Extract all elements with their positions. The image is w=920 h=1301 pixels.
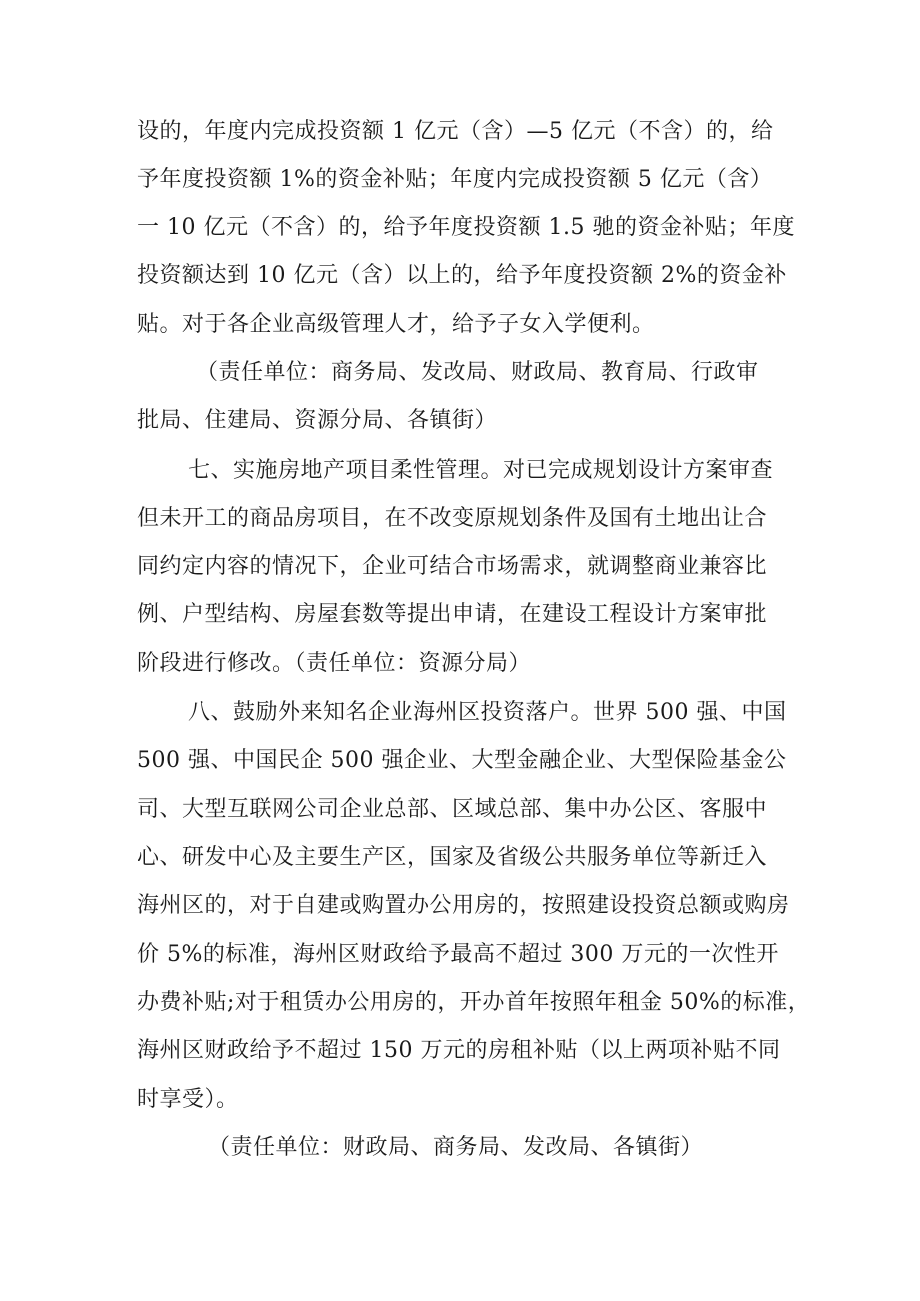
paragraph-line: 时享受）。: [137, 1087, 239, 1112]
paragraph-line: 同约定内容的情况下，企业可结合市场需求，就调整商业兼容比: [137, 554, 768, 579]
paragraph-line: 海州区财政给予不超过 150 万元的房租补贴（以上两项补贴不同: [137, 1038, 781, 1063]
paragraph-line: 予年度投资额 1%的资金补贴；年度内完成投资额 5 亿元（含）: [137, 167, 773, 192]
paragraph-line: 海州区的，对于自建或购置办公用房的，按照建设投资总额或购房: [137, 893, 790, 918]
paragraph-line: 价 5%的标准，海州区财政给予最高不超过 300 万元的一次性开: [137, 942, 779, 967]
paragraph-line: 设的，年度内完成投资额 1 亿元（含）—5 亿元（不含）的，给: [137, 119, 774, 144]
paragraph-line: 投资额达到 10 亿元（含）以上的，给予年度投资额 2%的资金补: [137, 263, 787, 288]
responsibility-line: 批局、住建局、资源分局、各镇街）: [137, 408, 498, 433]
responsibility-line: （责任单位：财政局、商务局、发改局、各镇街）: [208, 1135, 704, 1160]
paragraph-line: 500 强、中国民企 500 强企业、大型金融企业、大型保险基金公: [137, 748, 787, 773]
paragraph-line: 办费补贴;对于租赁办公用房的，开办首年按照年租金 50%的标准，: [137, 990, 811, 1015]
paragraph-line: 司、大型互联网公司企业总部、区域总部、集中办公区、客服中: [137, 797, 768, 822]
paragraph-line: 阶段进行修改。（责任单位：资源分局）: [137, 651, 532, 676]
paragraph-line: 例、户型结构、房屋套数等提出申请，在建设工程设计方案审批: [137, 602, 768, 627]
paragraph-line: 一 10 亿元（不含）的，给予年度投资额 1.5 驰的资金补贴；年度: [137, 215, 795, 240]
responsibility-line: （责任单位：商务局、发改局、财政局、教育局、行政审: [196, 360, 759, 385]
section-8-heading-line: 八、鼓励外来知名企业海州区投资落户。世界 500 强、中国: [188, 700, 787, 725]
paragraph-line: 但未开工的商品房项目，在不改变原规划条件及国有土地出让合: [137, 506, 768, 531]
section-7-heading-line: 七、实施房地产项目柔性管理。对已完成规划设计方案审查: [188, 458, 774, 483]
paragraph-line: 心、研发中心及主要生产区，国家及省级公共服务单位等新迁入: [137, 845, 768, 870]
paragraph-line: 贴。对于各企业高级管理人才，给予子女入学便利。: [137, 312, 655, 337]
